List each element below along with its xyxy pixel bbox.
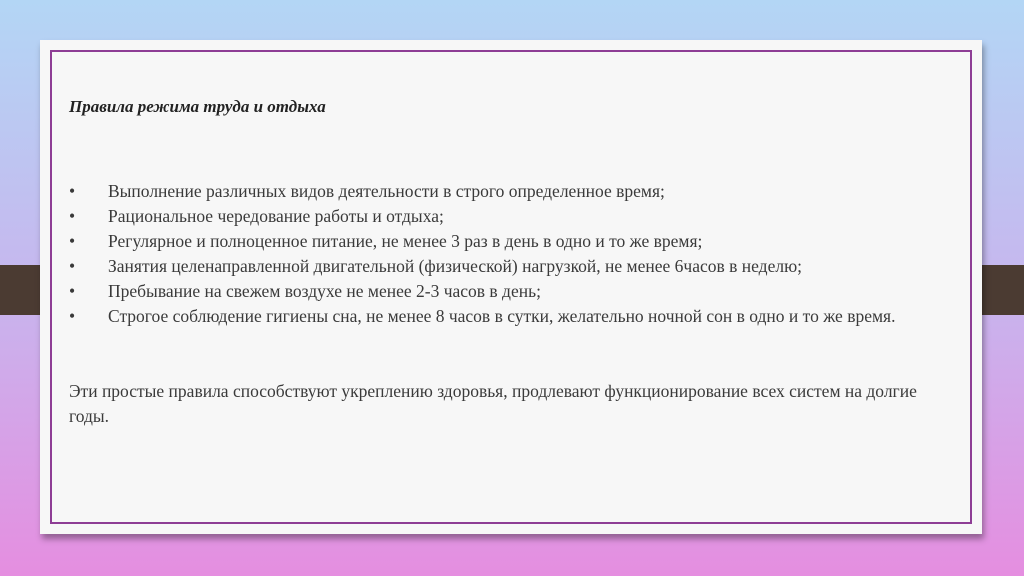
list-item	[69, 254, 961, 279]
rule-text: Занятия целенаправленной двигательной (физической) нагрузкой, не менее 6часов в неделю;	[108, 256, 803, 276]
rule-text: Регулярное и полноценное питание, не менее 3 раз в день в одно и то же время;	[108, 231, 703, 251]
rule-text: Пребывание на свежем воздухе не менее 2-3 часов в день;	[108, 281, 541, 301]
slide-content	[69, 94, 961, 429]
list-item	[69, 229, 961, 254]
rule-text: Выполнение различных видов деятельности в строго определенное время;	[108, 181, 665, 201]
rule-text: Строгое соблюдение гигиены сна, не менее 8 часов в сутки, желательно ночной сон в одно и то же время.	[108, 306, 896, 326]
list-item	[69, 179, 961, 204]
slide-title: Правила режима труда и отдыха	[69, 97, 326, 116]
bullet-icon: •	[69, 281, 76, 301]
bullet-icon: •	[69, 231, 76, 251]
bullet-icon: •	[69, 256, 76, 276]
list-item	[69, 204, 961, 229]
list-item	[69, 304, 961, 329]
slide-card	[40, 40, 982, 534]
list-item	[69, 279, 961, 304]
bullet-icon: •	[69, 206, 76, 226]
bullet-icon: •	[69, 181, 76, 201]
closing-paragraph: Эти простые правила способствуют укреплению здоровья, продлевают функционирование всех систем на долгие годы.	[69, 381, 917, 426]
rules-list	[69, 179, 961, 329]
rule-text: Рациональное чередование работы и отдыха;	[108, 206, 444, 226]
bullet-icon: •	[69, 306, 76, 326]
decorative-band-left	[0, 265, 44, 315]
